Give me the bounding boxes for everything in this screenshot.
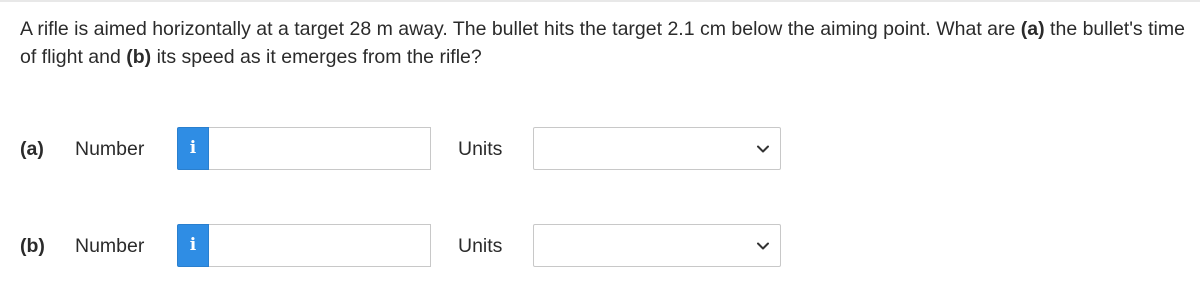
part-a-label: (a) bbox=[20, 138, 44, 160]
part-b-label: (b) bbox=[20, 235, 45, 257]
part-a-units-select[interactable] bbox=[533, 127, 781, 170]
part-b-number-input[interactable] bbox=[209, 224, 431, 267]
part-a-units-label: Units bbox=[458, 138, 503, 160]
chevron-down-icon bbox=[756, 239, 770, 253]
info-icon[interactable]: i bbox=[177, 127, 209, 170]
part-a-number-input[interactable] bbox=[209, 127, 431, 170]
chevron-down-icon bbox=[756, 142, 770, 156]
question-text-1: A rifle is aimed horizontally at a target 28 m away. The bullet hits the target 2.1 cm below the aiming point. What are bbox=[20, 18, 1021, 40]
part-b-number-label: Number bbox=[75, 235, 145, 257]
question-part-a-ref: (a) bbox=[1020, 18, 1045, 40]
part-a-number-label: Number bbox=[75, 138, 145, 160]
part-b-units-label: Units bbox=[458, 235, 503, 257]
part-b-units-select[interactable] bbox=[533, 224, 781, 267]
question-text-2: the bullet's time of flight and bbox=[20, 18, 1185, 68]
question-text-3: its speed as it emerges from the rifle? bbox=[151, 46, 482, 68]
answer-row-a bbox=[0, 127, 1200, 171]
question-text bbox=[20, 15, 1190, 71]
answer-row-b bbox=[0, 224, 1200, 268]
top-divider bbox=[0, 0, 1200, 2]
question-part-b-ref: (b) bbox=[126, 46, 152, 68]
info-icon[interactable]: i bbox=[177, 224, 209, 267]
